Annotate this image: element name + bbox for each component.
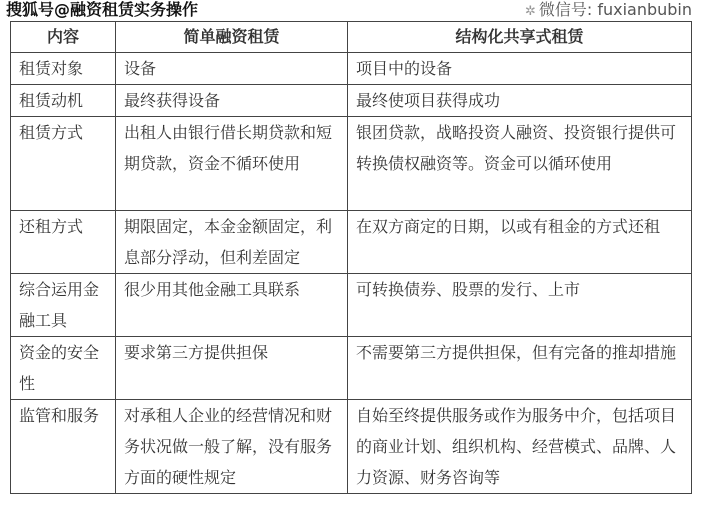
watermark-sohu: 搜狐号@融资租赁实务操作 — [6, 0, 199, 19]
table-row — [11, 117, 692, 211]
row-item: 租赁对象 — [11, 53, 116, 85]
header-row — [11, 22, 692, 53]
row-item: 还租方式 — [11, 211, 116, 274]
row-structured: 自始至终提供服务或作为服务中介，包括项目的商业计划、组织机构、经营模式、品牌、人力资源、财务咨询等 — [348, 400, 692, 494]
row-structured: 可转换债券、股票的发行、上市 — [348, 274, 692, 337]
row-item: 租赁方式 — [11, 117, 116, 211]
table-row — [11, 274, 692, 337]
row-simple: 期限固定，本金金额固定，利息部分浮动，但利差固定 — [116, 211, 348, 274]
row-item: 综合运用金融工具 — [11, 274, 116, 337]
comparison-table — [10, 21, 692, 494]
table-row — [11, 400, 692, 494]
row-simple: 很少用其他金融工具联系 — [116, 274, 348, 337]
table-row — [11, 211, 692, 274]
row-structured: 银团贷款，战略投资人融资、投资银行提供可转换债权融资等。资金可以循环使用 — [348, 117, 692, 211]
row-simple: 出租人由银行借长期贷款和短期贷款，资金不循环使用 — [116, 117, 348, 211]
row-simple: 设备 — [116, 53, 348, 85]
wechat-icon: ✲ — [524, 4, 536, 19]
watermark-wechat — [525, 0, 692, 22]
row-simple: 要求第三方提供担保 — [116, 337, 348, 400]
row-structured: 在双方商定的日期，以或有租金的方式还租 — [348, 211, 692, 274]
row-structured: 不需要第三方提供担保，但有完备的推却措施 — [348, 337, 692, 400]
header-structured-lease: 结构化共享式租赁 — [348, 22, 692, 53]
row-structured: 最终使项目获得成功 — [348, 85, 692, 117]
table-row — [11, 337, 692, 400]
header-content: 内容 — [11, 22, 116, 53]
row-item: 租赁动机 — [11, 85, 116, 117]
row-simple: 对承租人企业的经营情况和财务状况做一般了解，没有服务方面的硬性规定 — [116, 400, 348, 494]
header-simple-lease: 简单融资租赁 — [116, 22, 348, 53]
watermark-wechat-text: 微信号: fuxianbubin — [538, 0, 692, 19]
row-structured: 项目中的设备 — [348, 53, 692, 85]
row-simple: 最终获得设备 — [116, 85, 348, 117]
row-item: 资金的安全性 — [11, 337, 116, 400]
row-item: 监管和服务 — [11, 400, 116, 494]
table-row — [11, 85, 692, 117]
table-row — [11, 53, 692, 85]
